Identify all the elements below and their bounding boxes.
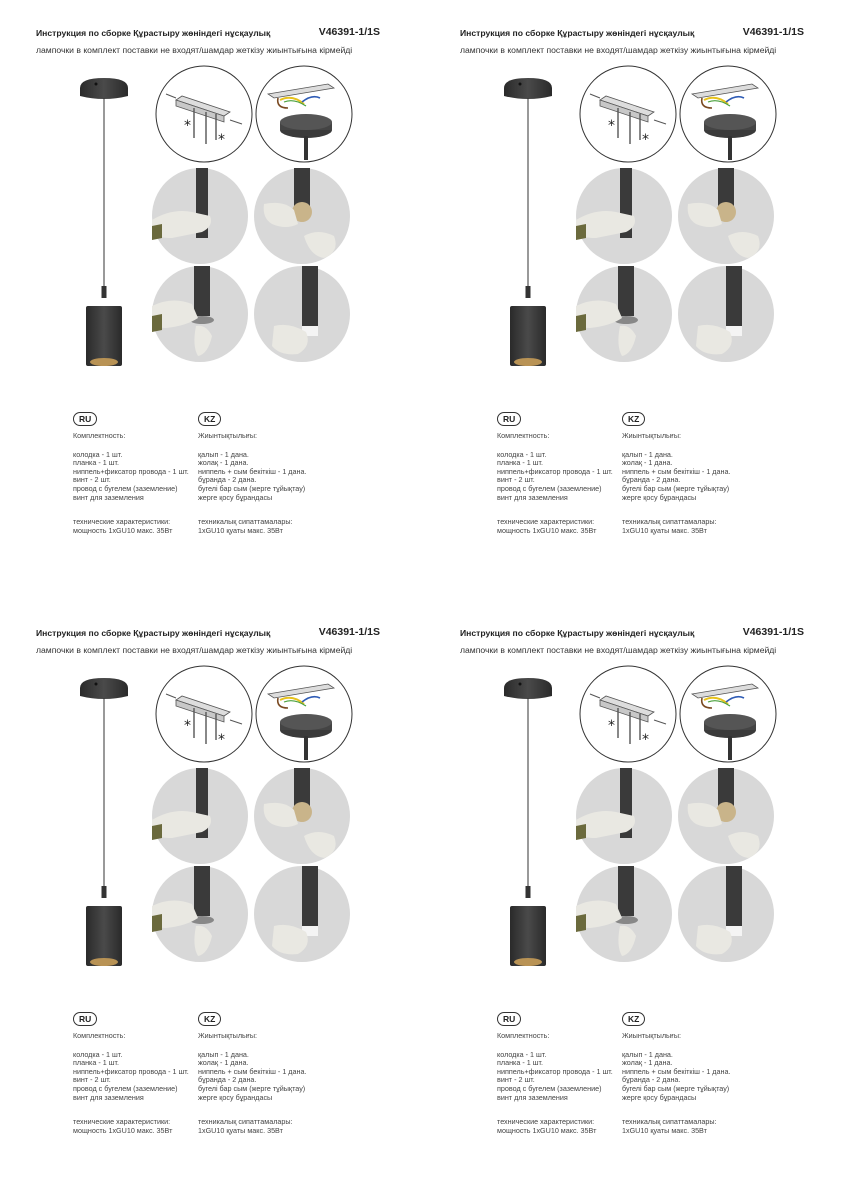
instruction-panel (0, 0, 424, 600)
pendant-lamp-illustration (72, 70, 136, 370)
list-item: винт - 2 шт. (73, 475, 111, 485)
tech-value: мощность 1xGU10 макс. 35Вт (73, 1125, 173, 1135)
list-item: жерге қосу бұрандасы (622, 1092, 697, 1102)
diagram-marker: * (608, 118, 615, 134)
step-photo-3 (152, 866, 248, 962)
bulb-note: лампочки в комплект поставки не входят/шамдар жеткізу жиынтығына кірмейді (36, 45, 353, 55)
step-photo-4 (678, 266, 774, 362)
tech-value: 1xGU10 қуаты макс. 35Вт (622, 1125, 707, 1135)
mounting-bracket-diagram (154, 664, 254, 764)
list-item: ниппель + сым бекіткіш - 1 дана. (198, 466, 307, 476)
model-number: V46391-1/1S (318, 626, 380, 638)
language-badge-kz: KZ (198, 412, 221, 426)
pendant-lamp-illustration (496, 70, 560, 370)
language-badge-ru: RU (497, 412, 521, 426)
list-item: қалып - 1 дана. (622, 449, 673, 459)
tech-title: технические характеристики: (73, 1117, 171, 1127)
instruction-title: Инструкция по сборке Құрастыру жөніндегі нұсқаулық V46391-1/1S (460, 626, 804, 638)
kit-title: Комплектность: (73, 1031, 126, 1040)
list-item: провод с бугелем (заземление) (73, 483, 178, 493)
wiring-diagram (678, 64, 778, 164)
language-badge-kz: KZ (622, 1012, 645, 1026)
step-photo-1 (576, 768, 672, 864)
instruction-title: Инструкция по сборке Құрастыру жөніндегі нұсқаулық V46391-1/1S (460, 26, 804, 38)
instruction-panel (424, 0, 848, 600)
model-number: V46391-1/1S (742, 626, 804, 638)
mounting-bracket-diagram (154, 64, 254, 164)
step-photo-4 (254, 866, 350, 962)
list-item: винт - 2 шт. (73, 1075, 111, 1085)
tech-value: 1xGU10 қуаты макс. 35Вт (622, 525, 707, 535)
list-item: колодка - 1 шт. (73, 449, 123, 459)
list-item: планка - 1 шт. (73, 458, 119, 468)
kit-title: Комплектность: (497, 1031, 550, 1040)
list-item: бугелі бар сым (жерге тұйықтау) (198, 483, 306, 493)
tech-title: техникалық сипаттамалары: (198, 517, 293, 527)
list-item: винт - 2 шт. (497, 475, 535, 485)
tech-title: технические характеристики: (73, 517, 171, 527)
tech-value: мощность 1xGU10 макс. 35Вт (73, 525, 173, 535)
diagram-marker: * (184, 718, 191, 734)
step-photo-1 (152, 768, 248, 864)
list-item: винт - 2 шт. (497, 1075, 535, 1085)
diagram-marker: * (642, 132, 649, 148)
diagram-marker: * (184, 118, 191, 134)
list-item: қалып - 1 дана. (198, 449, 249, 459)
list-item: колодка - 1 шт. (497, 449, 547, 459)
step-photo-3 (576, 266, 672, 362)
list-item: планка - 1 шт. (73, 1058, 119, 1068)
ru-specs (73, 432, 189, 535)
list-item: винт для заземления (497, 1092, 568, 1102)
list-item: бугелі бар сым (жерге тұйықтау) (622, 483, 730, 493)
diagram-marker: * (218, 132, 225, 148)
list-item: провод с бугелем (заземление) (497, 1083, 602, 1093)
kit-title: Комплектность: (497, 431, 550, 440)
tech-value: 1xGU10 қуаты макс. 35Вт (198, 525, 283, 535)
list-item: винт для заземления (73, 492, 144, 502)
list-item: колодка - 1 шт. (497, 1049, 547, 1059)
language-badge-kz: KZ (198, 1012, 221, 1026)
step-photo-2 (678, 168, 774, 264)
wiring-diagram (678, 664, 778, 764)
kit-title: Жиынтықтылығы: (198, 1031, 257, 1040)
model-number: V46391-1/1S (742, 26, 804, 38)
kz-specs (198, 432, 306, 535)
list-item: ниппель+фиксатор провода - 1 шт. (73, 1066, 189, 1076)
tech-title: техникалық сипаттамалары: (622, 517, 717, 527)
list-item: бугелі бар сым (жерге тұйықтау) (622, 1083, 730, 1093)
step-photo-1 (152, 168, 248, 264)
mounting-bracket-diagram (578, 664, 678, 764)
pendant-lamp-illustration (72, 670, 136, 970)
mounting-bracket-diagram (578, 64, 678, 164)
list-item: провод с бугелем (заземление) (73, 1083, 178, 1093)
kit-title: Жиынтықтылығы: (622, 431, 681, 440)
list-item: бұранда - 2 дана. (198, 475, 257, 485)
kit-title: Жиынтықтылығы: (622, 1031, 681, 1040)
list-item: жолақ - 1 дана. (198, 458, 249, 468)
instruction-panel (424, 600, 848, 1200)
list-item: планка - 1 шт. (497, 1058, 543, 1068)
tech-title: техникалық сипаттамалары: (622, 1117, 717, 1127)
kz-specs (622, 1032, 730, 1135)
ru-specs (497, 432, 613, 535)
list-item: провод с бугелем (заземление) (497, 483, 602, 493)
instruction-panel (0, 600, 424, 1200)
tech-value: мощность 1xGU10 макс. 35Вт (497, 1125, 597, 1135)
step-photo-3 (152, 266, 248, 362)
tech-title: техникалық сипаттамалары: (198, 1117, 293, 1127)
step-photo-3 (576, 866, 672, 962)
tech-value: 1xGU10 қуаты макс. 35Вт (198, 1125, 283, 1135)
list-item: ниппель + сым бекіткіш - 1 дана. (622, 466, 731, 476)
list-item: жолақ - 1 дана. (622, 458, 673, 468)
model-number: V46391-1/1S (318, 26, 380, 38)
tech-title: технические характеристики: (497, 517, 595, 527)
step-photo-2 (678, 768, 774, 864)
list-item: жерге қосу бұрандасы (198, 1092, 273, 1102)
list-item: бұранда - 2 дана. (198, 1075, 257, 1085)
step-photo-2 (254, 168, 350, 264)
ru-specs (497, 1032, 613, 1135)
pendant-lamp-illustration (496, 670, 560, 970)
list-item: винт для заземления (73, 1092, 144, 1102)
step-photo-2 (254, 768, 350, 864)
list-item: жерге қосу бұрандасы (198, 492, 273, 502)
list-item: бұранда - 2 дана. (622, 1075, 681, 1085)
list-item: планка - 1 шт. (497, 458, 543, 468)
diagram-marker: * (218, 732, 225, 748)
kit-title: Комплектность: (73, 431, 126, 440)
list-item: ниппель+фиксатор провода - 1 шт. (497, 1066, 613, 1076)
list-item: ниппель+фиксатор провода - 1 шт. (497, 466, 613, 476)
language-badge-ru: RU (497, 1012, 521, 1026)
list-item: қалып - 1 дана. (198, 1049, 249, 1059)
kz-specs (622, 432, 730, 535)
wiring-diagram (254, 64, 354, 164)
language-badge-ru: RU (73, 1012, 97, 1026)
list-item: ниппель+фиксатор провода - 1 шт. (73, 466, 189, 476)
tech-value: мощность 1xGU10 макс. 35Вт (497, 525, 597, 535)
diagram-marker: * (642, 732, 649, 748)
list-item: ниппель + сым бекіткіш - 1 дана. (198, 1066, 307, 1076)
diagram-marker: * (608, 718, 615, 734)
list-item: бұранда - 2 дана. (622, 475, 681, 485)
language-badge-kz: KZ (622, 412, 645, 426)
ru-specs (73, 1032, 189, 1135)
instruction-title: Инструкция по сборке Құрастыру жөніндегі нұсқаулық V46391-1/1S (36, 626, 380, 638)
bulb-note: лампочки в комплект поставки не входят/шамдар жеткізу жиынтығына кірмейді (460, 45, 777, 55)
list-item: қалып - 1 дана. (622, 1049, 673, 1059)
list-item: жолақ - 1 дана. (622, 1058, 673, 1068)
list-item: ниппель + сым бекіткіш - 1 дана. (622, 1066, 731, 1076)
wiring-diagram (254, 664, 354, 764)
list-item: жолақ - 1 дана. (198, 1058, 249, 1068)
language-badge-ru: RU (73, 412, 97, 426)
tech-title: технические характеристики: (497, 1117, 595, 1127)
step-photo-4 (678, 866, 774, 962)
kz-specs (198, 1032, 306, 1135)
instruction-title: Инструкция по сборке Құрастыру жөніндегі нұсқаулық V46391-1/1S (36, 26, 380, 38)
step-photo-1 (576, 168, 672, 264)
list-item: бугелі бар сым (жерге тұйықтау) (198, 1083, 306, 1093)
kit-title: Жиынтықтылығы: (198, 431, 257, 440)
list-item: винт для заземления (497, 492, 568, 502)
bulb-note: лампочки в комплект поставки не входят/шамдар жеткізу жиынтығына кірмейді (460, 645, 777, 655)
list-item: жерге қосу бұрандасы (622, 492, 697, 502)
list-item: колодка - 1 шт. (73, 1049, 123, 1059)
step-photo-4 (254, 266, 350, 362)
bulb-note: лампочки в комплект поставки не входят/шамдар жеткізу жиынтығына кірмейді (36, 645, 353, 655)
